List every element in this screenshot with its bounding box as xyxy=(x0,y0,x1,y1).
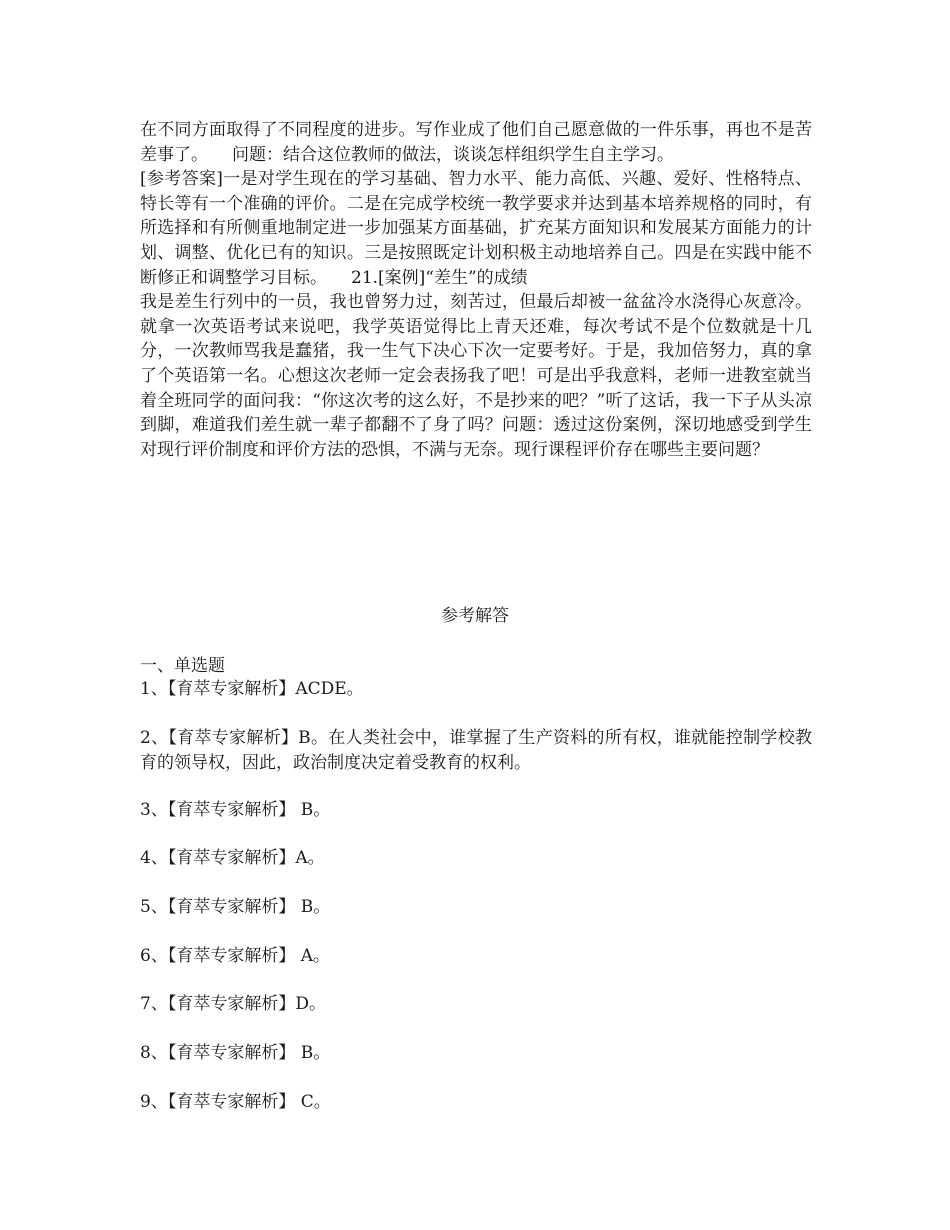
answer-item-9: 9、【育萃专家解析】 C。 xyxy=(140,1092,331,1112)
answer-item-4: 4、【育萃专家解析】A。 xyxy=(140,848,325,868)
question-self-study: 问题：结合这位教师的做法，谈谈怎样组织学生自主学习。 xyxy=(232,144,674,165)
reference-answer: [参考答案]一是对学生现在的学习基础、智力水平、能力高低、兴趣、爱好、性格特点、特长等有一个准确的评价。二是在完成学校统一教学要求并达到基本培养规格的同时，有所选择和有所侧重地制定进一步加强某方面基础，扩充某方面知识和发展某方面能力的计划、调整、优化已有的知识。三是按照既定计划积极主动地培养自己。四是在实践中能不断修正和调整学习目标。 xyxy=(140,169,812,288)
answer-item-8: 8、【育萃专家解析】 B。 xyxy=(140,1043,331,1063)
paragraph-progress: 在不同方面取得了不同程度的进步。写作业成了他们自己愿意做的一件乐事，再也不是苦差事了。 xyxy=(140,120,812,165)
answer-item-6: 6、【育萃专家解析】 A。 xyxy=(140,946,330,966)
section-single-choice: 一、单选题 xyxy=(140,656,225,676)
answer-item-1: 1、【育萃专家解析】ACDE。 xyxy=(140,679,364,699)
answers-title: 参考解答 xyxy=(441,606,509,626)
case-story: 我是差生行列中的一员，我也曾努力过，刻苦过，但最后却被一盆盆冷水浇得心灰意冷。就拿一次英语考试来说吧，我学英语觉得比上青天还难，每次考试不是个位数就是十几分，一次教师骂我是蠢猪，我一生气下决心下次一定要考好。于是，我加倍努力，真的拿了个英语第一名。心想这次老师一定会表扬我了吧！可是出乎我意料，老师一进教室就当着全班同学的面问我：“你这次考的这么好，不是抄来的吧？”听了这话，我一下子从头凉到脚，难道我们差生就一辈子都翻不了身了吗？问题：透过这份案例，深切地感受到学生对现行评价制度和评价方法的恐惧，不满与无奈。现行课程评价存在哪些主要问题？ xyxy=(140,292,812,460)
case-heading: 21.[案例]“差生”的成绩 xyxy=(351,267,528,288)
body-text xyxy=(140,118,812,462)
answer-item-7: 7、【育萃专家解析】D。 xyxy=(140,994,326,1014)
answer-item-2: 2、【育萃专家解析】B。在人类社会中，谁掌握了生产资料的所有权，谁就能控制学校教育的领导权，因此，政治制度决定着受教育的权利。 xyxy=(140,728,812,773)
answer-item-3: 3、【育萃专家解析】 B。 xyxy=(140,800,331,820)
answer-item-5: 5、【育萃专家解析】 B。 xyxy=(140,897,331,917)
